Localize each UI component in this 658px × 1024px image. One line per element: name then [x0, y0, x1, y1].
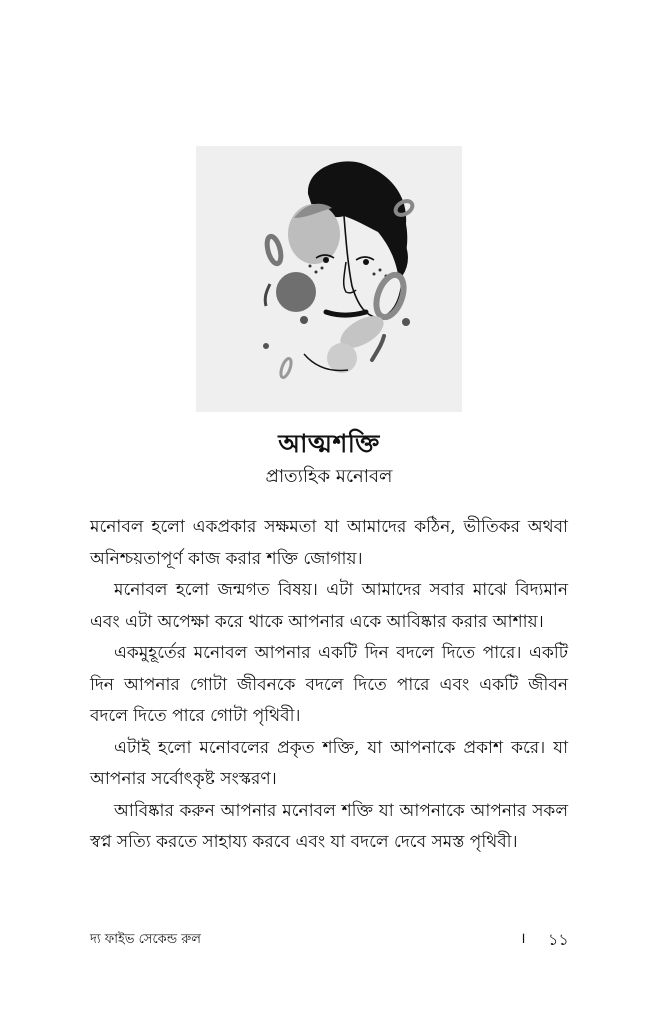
ring-left	[265, 235, 284, 265]
light-circle-bottom	[327, 343, 357, 373]
dot-a	[300, 316, 308, 324]
squiggle-c	[265, 284, 270, 306]
body-text	[90, 512, 568, 859]
freckles	[309, 265, 388, 278]
dot-b	[402, 318, 410, 326]
right-pupil	[363, 259, 369, 265]
footer-page-number: ১১	[548, 930, 569, 949]
paragraph-5: আবিষ্কার করুন আপনার মনোবল শক্তি যা আপনাকে আপনার সকল স্বপ্ন সত্যি করতে সাহায্য করবে এবং যা বদলে দেবে সমস্ত পৃথিবী।	[90, 800, 568, 852]
paragraph-3: একমুহূর্তের মনোবল আপনার একটি দিন বদলে দিতে পারে। একটি দিন আপনার গোটা জীবনকে বদলে দিতে পারে এবং একটি জীবন বদলে দিতে পারে গোটা পৃথিবী।	[90, 643, 568, 726]
dark-circle	[276, 272, 316, 312]
chapter-subtitle: প্রাত্যহিক মনোবল	[265, 466, 393, 487]
footer-separator: ।	[520, 929, 526, 947]
abstract-face-illustration-icon	[196, 146, 462, 412]
left-pupil	[323, 257, 329, 263]
squiggle-b	[372, 336, 384, 360]
paragraph-4: এটাই হলো মনোবলের প্রকৃত শক্তি, যা আপনাকে প্রকাশ করে। যা আপনার সর্বোৎকৃষ্ট সংস্করণ।	[90, 737, 568, 789]
mouth	[326, 312, 366, 315]
paragraph-2: মনোবল হলো জন্মগত বিষয়। এটা আমাদের সবার মাঝে বিদ্যমান এবং এটা অপেক্ষা করে থাকে আপনার একে আবিষ্কার করার আশায়।	[90, 580, 568, 632]
face-illustration	[196, 146, 462, 412]
squiggle-a	[279, 357, 293, 379]
footer-book-title: দ্য ফাইভ সেকেন্ড রুল	[90, 932, 201, 947]
paragraph-1: মনোবল হলো একপ্রকার সক্ষমতা যা আমাদের কঠিন, ভীতিকর অথবা অনিশ্চয়তাপূর্ণ কাজ করার শক্তি জোগায়।	[90, 517, 568, 569]
chapter-title: আত্মশক্তি	[278, 429, 380, 458]
dot-c	[263, 343, 269, 349]
ring-right	[371, 271, 409, 321]
